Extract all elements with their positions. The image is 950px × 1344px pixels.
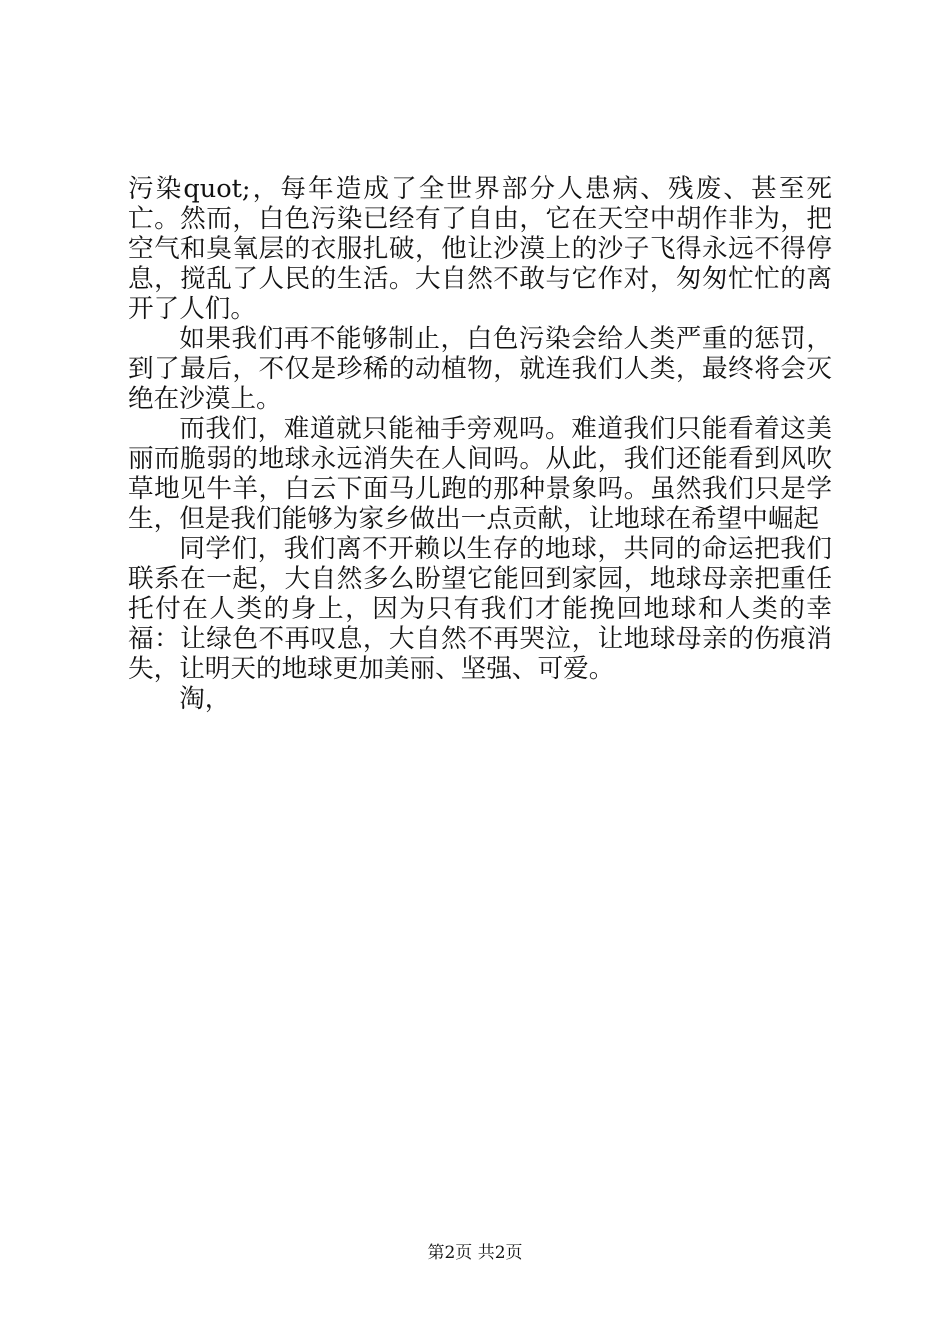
paragraph-5: 淘， — [179, 684, 231, 714]
paragraph-1: 污染quot;，每年造成了全世界部分人患病、残废、甚至死亡。然而，白色污染已经有了自由，它在天空中胡作非为，把空气和臭氧层的衣服扎破，他让沙漠上的沙子飞得永远不得停息，搅乱了人民的生活。大自然不敢与它作对，匆匆忙忙的离开了人们。 — [128, 174, 832, 324]
page-footer: 第2页 共2页 — [427, 1243, 523, 1263]
paragraph-2: 如果我们再不能够制止，白色污染会给人类严重的惩罚，到了最后，不仅是珍稀的动植物，就连我们人类，最终将会灭绝在沙漠上。 — [128, 324, 832, 414]
document-body — [128, 174, 832, 714]
paragraph-4: 同学们，我们离不开赖以生存的地球，共同的命运把我们联系在一起，大自然多么盼望它能回到家园，地球母亲把重任托付在人类的身上，因为只有我们才能挽回地球和人类的幸福：让绿色不再叹息，大自然不再哭泣，让地球母亲的伤痕消失，让明天的地球更加美丽、坚强、可爱。 — [128, 534, 832, 684]
paragraph-3: 而我们，难道就只能袖手旁观吗。难道我们只能看着这美丽而脆弱的地球永远消失在人间吗。从此，我们还能看到风吹草地见牛羊，白云下面马儿跑的那种景象吗。虽然我们只是学生，但是我们能够为家乡做出一点贡献，让地球在希望中崛起 — [128, 414, 832, 534]
